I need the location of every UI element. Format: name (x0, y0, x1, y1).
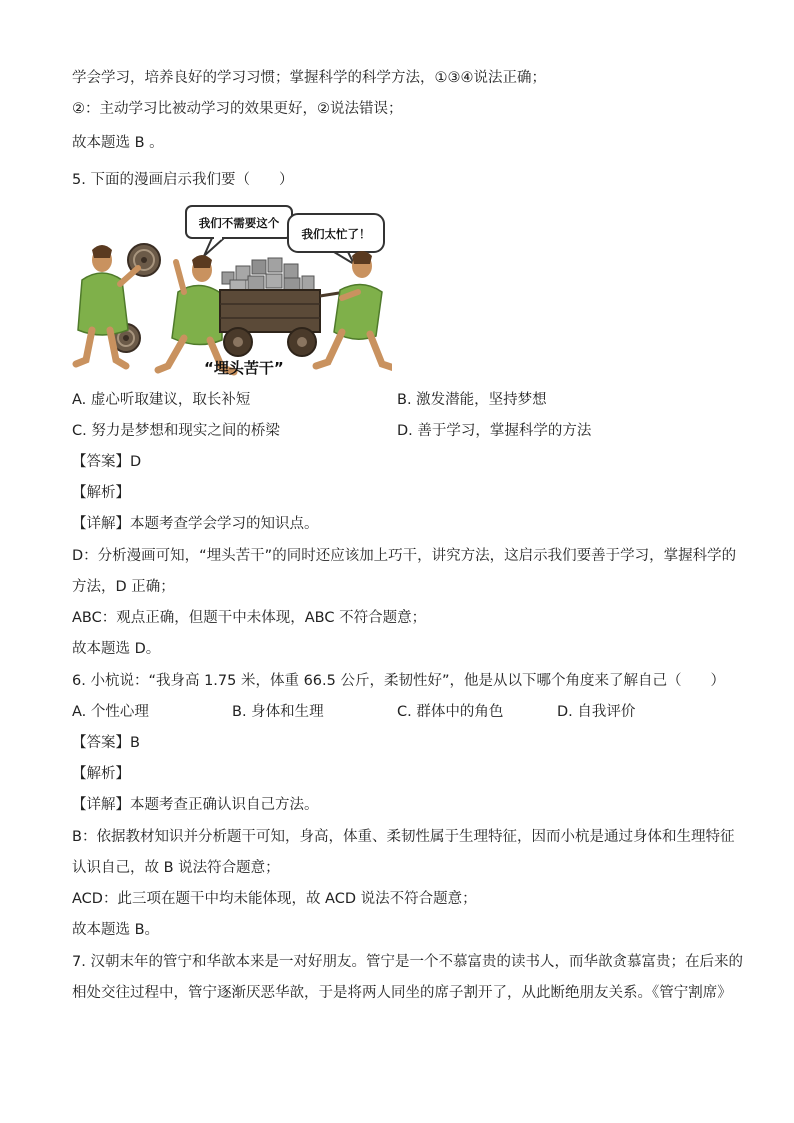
detail-text: 【详解】本题考查正确认识自己方法。 (72, 797, 319, 813)
explanation-line: D：分析漫画可知，“埋头苦干”的同时还应该加上巧干，讲究方法，这启示我们要善于学习，掌握科学的 (72, 548, 737, 564)
answer-label: 【答案】D (72, 454, 142, 470)
text-line: 学会学习，培养良好的学习习惯；掌握科学的科学方法，①③④说法正确； (72, 70, 546, 86)
cartoon-illustration (72, 200, 392, 382)
question-6-stem: 6. 小杭说：“我身高 1.75 米，体重 66.5 公斤，柔韧性好”，他是从以下哪个角度来了解自己（ ） (72, 673, 725, 689)
detail-text: 【详解】本题考查学会学习的知识点。 (72, 516, 319, 532)
bubble-left-text: 我们不需要这个 (198, 216, 280, 230)
option-d: D. 自我评价 (557, 704, 636, 720)
explanation-line: ABC：观点正确，但题干中未体现，ABC 不符合题意； (72, 610, 427, 626)
text-line: ②：主动学习比被动学习的效果更好，②说法错误； (72, 101, 403, 117)
option-c: C. 努力是梦想和现实之间的桥梁 (72, 423, 280, 439)
explanation-line: 故本题选 D。 (72, 641, 161, 657)
explanation-line: 认识自己，故 B 说法符合题意； (72, 860, 280, 876)
question-5-stem: 5. 下面的漫画启示我们要（ ） (72, 172, 294, 188)
question-7-stem: 7. 汉朝末年的管宁和华歆本来是一对好朋友。管宁是一个不慕富贵的读书人，而华歆贪慕富贵；在后来的 (72, 954, 743, 970)
question-7-stem: 相处交往过程中，管宁逐渐厌恶华歆，于是将两人同坐的席子割开了，从此断绝朋友关系。《管宁割席》 (72, 985, 732, 1001)
speech-bubble-left (186, 206, 292, 256)
cartoon-caption: “埋头苦干” (204, 359, 284, 377)
explanation-line: 故本题选 B。 (72, 922, 160, 938)
bubble-right-text: 我们太忙了！ (301, 227, 371, 241)
option-b: B. 激发潜能，坚持梦想 (397, 392, 547, 408)
analysis-label: 【解析】 (72, 485, 130, 501)
analysis-label: 【解析】 (72, 766, 130, 782)
option-a: A. 虚心听取建议，取长补短 (72, 392, 251, 408)
explanation-line: 方法，D 正确； (72, 579, 175, 595)
option-a: A. 个性心理 (72, 704, 149, 720)
explanation-line: B：依据教材知识并分析题干可知，身高，体重、柔韧性属于生理特征，因而小杭是通过身体和生理特征 (72, 829, 735, 845)
caveman-figure (316, 251, 392, 368)
option-b: B. 身体和生理 (232, 704, 324, 720)
explanation-line: ACD：此三项在题干中均未能体现，故 ACD 说法不符合题意； (72, 891, 477, 907)
text-line: 故本题选 B 。 (72, 135, 164, 151)
option-c: C. 群体中的角色 (397, 704, 504, 720)
answer-label: 【答案】B (72, 735, 140, 751)
option-d: D. 善于学习，掌握科学的方法 (397, 423, 592, 439)
